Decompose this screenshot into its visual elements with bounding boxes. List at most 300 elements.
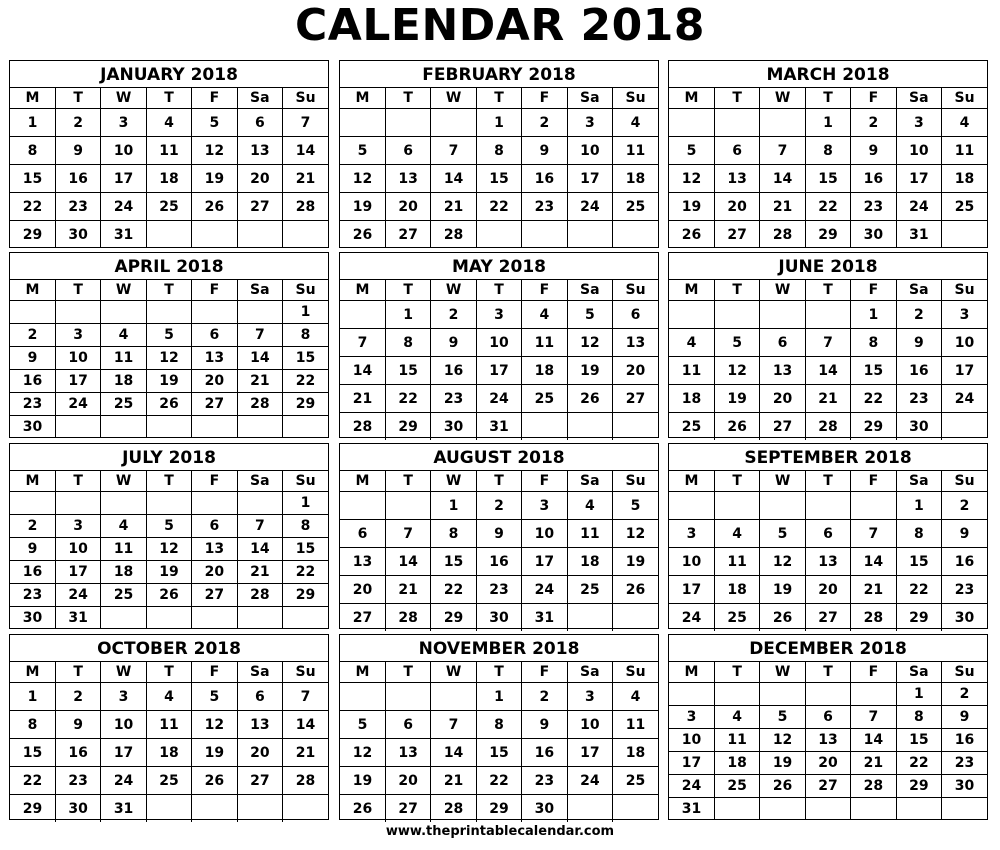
- day-cell: 5: [146, 515, 191, 538]
- weekday-label: M: [669, 662, 714, 683]
- day-cell: 15: [431, 548, 476, 576]
- weekday-label: F: [851, 471, 896, 492]
- week-row: [10, 584, 328, 607]
- day-cell: 13: [385, 165, 430, 193]
- empty-day-cell: [146, 221, 191, 249]
- month-grid: [340, 471, 658, 631]
- day-cell: 28: [237, 584, 282, 607]
- day-cell: 24: [101, 193, 146, 221]
- empty-day-cell: [714, 109, 759, 137]
- day-cell: 29: [10, 795, 55, 823]
- weekday-label: F: [192, 662, 237, 683]
- day-cell: 10: [101, 137, 146, 165]
- day-cell: 15: [805, 165, 850, 193]
- day-cell: 3: [669, 520, 714, 548]
- day-cell: 16: [10, 370, 55, 393]
- day-cell: 16: [522, 165, 567, 193]
- day-cell: 18: [613, 739, 658, 767]
- week-row: [669, 492, 987, 520]
- day-cell: 6: [192, 515, 237, 538]
- day-cell: 3: [55, 515, 100, 538]
- day-cell: 4: [146, 683, 191, 711]
- day-cell: 20: [192, 561, 237, 584]
- day-cell: 31: [101, 221, 146, 249]
- empty-day-cell: [476, 221, 521, 249]
- week-row: [669, 357, 987, 385]
- weekday-label: F: [851, 662, 896, 683]
- day-cell: 6: [192, 324, 237, 347]
- day-cell: 24: [567, 193, 612, 221]
- empty-day-cell: [567, 221, 612, 249]
- empty-day-cell: [55, 301, 100, 324]
- day-cell: 22: [10, 767, 55, 795]
- empty-day-cell: [146, 607, 191, 630]
- day-cell: 15: [896, 729, 941, 752]
- day-cell: 12: [192, 711, 237, 739]
- day-cell: 17: [669, 752, 714, 775]
- day-cell: 28: [340, 413, 385, 441]
- day-cell: 20: [237, 739, 282, 767]
- weekday-label: F: [522, 88, 567, 109]
- day-cell: 17: [101, 739, 146, 767]
- weekday-label: Su: [613, 280, 658, 301]
- day-cell: 18: [714, 752, 759, 775]
- day-cell: 23: [431, 385, 476, 413]
- weekday-label: Su: [613, 662, 658, 683]
- day-cell: 14: [431, 165, 476, 193]
- day-cell: 24: [669, 604, 714, 632]
- day-cell: 16: [55, 739, 100, 767]
- day-cell: 2: [522, 683, 567, 711]
- day-cell: 30: [954, 609, 975, 626]
- day-cell: 16: [851, 165, 896, 193]
- weekday-label: T: [805, 471, 850, 492]
- week-row: [669, 109, 987, 137]
- day-cell: 15: [10, 739, 55, 767]
- day-cell: 5: [613, 492, 658, 520]
- month-february: [339, 60, 659, 248]
- empty-day-cell: [942, 413, 987, 441]
- day-cell: 17: [101, 165, 146, 193]
- empty-day-cell: [760, 492, 805, 520]
- day-cell: 22: [283, 561, 328, 584]
- empty-day-cell: [55, 416, 100, 439]
- month-december: [668, 634, 988, 820]
- empty-day-cell: [192, 301, 237, 324]
- month-november: [339, 634, 659, 820]
- day-cell: 1: [851, 301, 896, 329]
- day-cell: 29: [896, 604, 941, 632]
- month-title: NOVEMBER 2018: [340, 635, 658, 662]
- day-cell: 26: [340, 795, 385, 823]
- day-cell: 28: [431, 221, 476, 249]
- empty-day-cell: [146, 795, 191, 823]
- weekday-label: T: [55, 88, 100, 109]
- week-row: [10, 324, 328, 347]
- day-cell: 10: [896, 137, 941, 165]
- day-cell: 26: [760, 604, 805, 632]
- day-cell: 18: [522, 357, 567, 385]
- empty-day-cell: [942, 798, 987, 821]
- day-cell: 18: [101, 561, 146, 584]
- empty-day-cell: [613, 221, 658, 249]
- weekday-label: F: [851, 280, 896, 301]
- month-title: DECEMBER 2018: [669, 635, 987, 662]
- weekday-label: F: [192, 88, 237, 109]
- day-cell: 1: [805, 109, 850, 137]
- day-cell: 17: [567, 165, 612, 193]
- day-cell: 7: [760, 137, 805, 165]
- day-cell: 29: [385, 413, 430, 441]
- empty-day-cell: [760, 109, 805, 137]
- weekday-label: Sa: [567, 471, 612, 492]
- weekday-label: Su: [613, 471, 658, 492]
- day-cell: 3: [896, 109, 941, 137]
- weekday-label: T: [385, 280, 430, 301]
- month-january: [9, 60, 329, 248]
- day-cell: 14: [851, 729, 896, 752]
- empty-day-cell: [942, 221, 987, 249]
- empty-day-cell: [714, 492, 759, 520]
- day-cell: 25: [613, 767, 658, 795]
- day-cell: 26: [146, 584, 191, 607]
- day-cell: 7: [805, 329, 850, 357]
- day-cell: 2: [476, 492, 521, 520]
- week-row: [669, 137, 987, 165]
- weekday-header-row: [340, 471, 658, 492]
- day-cell: 24: [522, 576, 567, 604]
- weekday-label: F: [522, 280, 567, 301]
- day-cell: 8: [896, 520, 941, 548]
- empty-day-cell: [146, 301, 191, 324]
- week-row: [669, 520, 987, 548]
- empty-day-cell: [567, 604, 612, 632]
- empty-day-cell: [805, 798, 850, 821]
- day-cell: 13: [237, 711, 282, 739]
- day-cell: 29: [476, 795, 521, 823]
- empty-day-cell: [283, 416, 328, 439]
- weekday-label: Su: [613, 88, 658, 109]
- weekday-header-row: [340, 88, 658, 109]
- day-cell: 2: [55, 683, 100, 711]
- weekday-label: M: [340, 471, 385, 492]
- week-row: [669, 604, 987, 632]
- day-cell: 18: [146, 739, 191, 767]
- empty-day-cell: [340, 683, 385, 711]
- day-cell: 17: [476, 357, 521, 385]
- month-title: JANUARY 2018: [10, 61, 328, 88]
- day-cell: 4: [101, 324, 146, 347]
- day-cell: 27: [613, 385, 658, 413]
- day-cell: 25: [101, 393, 146, 416]
- day-cell: 20: [805, 576, 850, 604]
- week-row: [669, 301, 987, 329]
- day-cell: 15: [896, 548, 941, 576]
- empty-day-cell: [340, 109, 385, 137]
- day-cell: 11: [146, 711, 191, 739]
- week-row: [340, 767, 658, 795]
- weekday-label: Su: [283, 88, 328, 109]
- empty-day-cell: [101, 607, 146, 630]
- day-cell: 30: [476, 604, 521, 632]
- empty-day-cell: [522, 413, 567, 441]
- empty-day-cell: [851, 492, 896, 520]
- day-cell: 2: [431, 301, 476, 329]
- day-cell: 2: [55, 109, 100, 137]
- day-cell: 1: [10, 109, 55, 137]
- weekday-label: T: [476, 662, 521, 683]
- empty-day-cell: [760, 798, 805, 821]
- day-cell: 15: [476, 165, 521, 193]
- empty-day-cell: [805, 492, 850, 520]
- day-cell: 26: [669, 221, 714, 249]
- empty-day-cell: [522, 221, 567, 249]
- day-cell: 3: [55, 324, 100, 347]
- empty-day-cell: [283, 221, 328, 249]
- day-cell: 21: [283, 739, 328, 767]
- day-cell: 22: [896, 576, 941, 604]
- day-cell: 19: [760, 576, 805, 604]
- day-cell: 12: [567, 329, 612, 357]
- empty-day-cell: [101, 301, 146, 324]
- day-cell: 24: [55, 393, 100, 416]
- week-row: [10, 767, 328, 795]
- day-cell: 2: [10, 515, 55, 538]
- day-cell: 30: [896, 413, 941, 441]
- weekday-label: Sa: [237, 471, 282, 492]
- week-row: [340, 548, 658, 576]
- weekday-header-row: [10, 280, 328, 301]
- weekday-label: T: [714, 280, 759, 301]
- day-cell: 14: [237, 347, 282, 370]
- week-row: [10, 165, 328, 193]
- weekday-label: M: [340, 662, 385, 683]
- day-cell: 24: [896, 193, 941, 221]
- day-cell: 21: [237, 370, 282, 393]
- day-cell: 21: [431, 767, 476, 795]
- week-row: [340, 109, 658, 137]
- weekday-label: M: [10, 88, 55, 109]
- day-cell: 15: [385, 357, 430, 385]
- day-cell: 2: [942, 492, 987, 520]
- day-cell: 31: [669, 798, 714, 821]
- week-row: [10, 607, 328, 630]
- week-row: [340, 329, 658, 357]
- day-cell: 19: [760, 752, 805, 775]
- month-grid: [10, 280, 328, 438]
- week-row: [669, 385, 987, 413]
- day-cell: 18: [714, 576, 759, 604]
- day-cell: 15: [476, 739, 521, 767]
- day-cell: 27: [385, 795, 430, 823]
- day-cell: 7: [283, 683, 328, 711]
- day-cell: 2: [851, 109, 896, 137]
- day-cell: 5: [340, 711, 385, 739]
- day-cell: 20: [340, 576, 385, 604]
- week-row: [669, 329, 987, 357]
- week-row: [340, 739, 658, 767]
- day-cell: 21: [385, 576, 430, 604]
- day-cell: 15: [283, 347, 328, 370]
- day-cell: 8: [385, 329, 430, 357]
- day-cell: 18: [146, 165, 191, 193]
- weekday-header-row: [669, 471, 987, 492]
- day-cell: 28: [851, 604, 896, 632]
- day-cell: 21: [283, 165, 328, 193]
- day-cell: 10: [55, 347, 100, 370]
- day-cell: 5: [760, 706, 805, 729]
- day-cell: 21: [431, 193, 476, 221]
- weekday-label: W: [431, 280, 476, 301]
- day-cell: 10: [669, 729, 714, 752]
- day-cell: 7: [851, 706, 896, 729]
- week-row: [340, 301, 658, 329]
- day-cell: 29: [431, 604, 476, 632]
- weekday-label: M: [10, 280, 55, 301]
- day-cell: 30: [522, 795, 567, 823]
- weekday-label: W: [101, 280, 146, 301]
- weekday-label: M: [669, 88, 714, 109]
- month-title: JUNE 2018: [669, 253, 987, 280]
- week-row: [669, 193, 987, 221]
- weekday-label: T: [146, 471, 191, 492]
- day-cell: 19: [146, 561, 191, 584]
- day-cell: 1: [283, 492, 328, 515]
- day-cell: 14: [431, 739, 476, 767]
- weekday-label: W: [760, 471, 805, 492]
- day-cell: 12: [340, 739, 385, 767]
- day-cell: 26: [192, 767, 237, 795]
- weekday-label: Su: [283, 280, 328, 301]
- weekday-label: M: [340, 88, 385, 109]
- day-cell: 10: [669, 548, 714, 576]
- empty-day-cell: [146, 416, 191, 439]
- day-cell: 21: [760, 193, 805, 221]
- day-cell: 25: [101, 584, 146, 607]
- day-cell: 7: [283, 109, 328, 137]
- empty-day-cell: [385, 109, 430, 137]
- day-cell: 4: [714, 706, 759, 729]
- weekday-label: Sa: [567, 662, 612, 683]
- day-cell: 28: [283, 767, 328, 795]
- day-cell: 9: [942, 520, 987, 548]
- day-cell: 31: [101, 795, 146, 823]
- empty-day-cell: [237, 301, 282, 324]
- day-cell: 30: [10, 416, 55, 439]
- weekday-label: T: [55, 471, 100, 492]
- day-cell: 19: [146, 370, 191, 393]
- day-cell: 15: [10, 165, 55, 193]
- weekday-label: W: [101, 471, 146, 492]
- day-cell: 15: [283, 538, 328, 561]
- day-cell: 1: [385, 301, 430, 329]
- week-row: [340, 193, 658, 221]
- week-row: [340, 492, 658, 520]
- day-cell: 5: [192, 683, 237, 711]
- day-cell: 12: [340, 165, 385, 193]
- day-cell: 26: [613, 576, 658, 604]
- weekday-label: T: [476, 280, 521, 301]
- day-cell: 8: [476, 711, 521, 739]
- week-row: [669, 548, 987, 576]
- day-cell: 19: [669, 193, 714, 221]
- day-cell: 28: [851, 775, 896, 798]
- day-cell: 11: [101, 538, 146, 561]
- day-cell: 27: [340, 604, 385, 632]
- empty-day-cell: [669, 301, 714, 329]
- day-cell: 22: [851, 385, 896, 413]
- weekday-label: M: [10, 471, 55, 492]
- day-cell: 9: [10, 347, 55, 370]
- day-cell: 13: [192, 538, 237, 561]
- day-cell: 21: [851, 752, 896, 775]
- weekday-label: W: [431, 662, 476, 683]
- day-cell: 17: [896, 165, 941, 193]
- day-cell: 5: [714, 329, 759, 357]
- week-row: [10, 795, 328, 823]
- empty-day-cell: [805, 301, 850, 329]
- day-cell: 20: [805, 752, 850, 775]
- day-cell: 4: [522, 301, 567, 329]
- day-cell: 9: [942, 706, 987, 729]
- day-cell: 4: [714, 520, 759, 548]
- weekday-header-row: [340, 280, 658, 301]
- day-cell: 18: [567, 548, 612, 576]
- empty-day-cell: [431, 683, 476, 711]
- week-row: [10, 416, 328, 439]
- weekday-label: M: [10, 662, 55, 683]
- website-url: www.theprintablecalendar.com: [385, 824, 615, 839]
- day-cell: 9: [10, 538, 55, 561]
- weekday-label: T: [476, 471, 521, 492]
- empty-day-cell: [192, 416, 237, 439]
- month-grid: [340, 662, 658, 822]
- week-row: [10, 193, 328, 221]
- day-cell: 9: [431, 329, 476, 357]
- week-row: [669, 221, 987, 249]
- weekday-label: T: [146, 662, 191, 683]
- day-cell: 17: [669, 576, 714, 604]
- day-cell: 12: [613, 520, 658, 548]
- day-cell: 19: [613, 548, 658, 576]
- day-cell: 10: [476, 329, 521, 357]
- day-cell: 5: [340, 137, 385, 165]
- week-row: [10, 221, 328, 249]
- empty-day-cell: [192, 492, 237, 515]
- day-cell: 26: [714, 413, 759, 441]
- weekday-header-row: [10, 662, 328, 683]
- day-cell: 27: [237, 193, 282, 221]
- day-cell: 22: [896, 752, 941, 775]
- empty-day-cell: [340, 301, 385, 329]
- week-row: [10, 711, 328, 739]
- weekday-label: W: [760, 88, 805, 109]
- day-cell: 3: [476, 301, 521, 329]
- day-cell: 26: [340, 221, 385, 249]
- week-row: [10, 492, 328, 515]
- month-title: MAY 2018: [340, 253, 658, 280]
- weekday-label: Sa: [896, 280, 941, 301]
- day-cell: 1: [283, 301, 328, 324]
- day-cell: 28: [760, 221, 805, 249]
- day-cell: 6: [237, 683, 282, 711]
- weekday-label: T: [476, 88, 521, 109]
- empty-day-cell: [669, 492, 714, 520]
- day-cell: 26: [146, 393, 191, 416]
- day-cell: 26: [567, 385, 612, 413]
- day-cell: 16: [431, 357, 476, 385]
- day-cell: 28: [805, 413, 850, 441]
